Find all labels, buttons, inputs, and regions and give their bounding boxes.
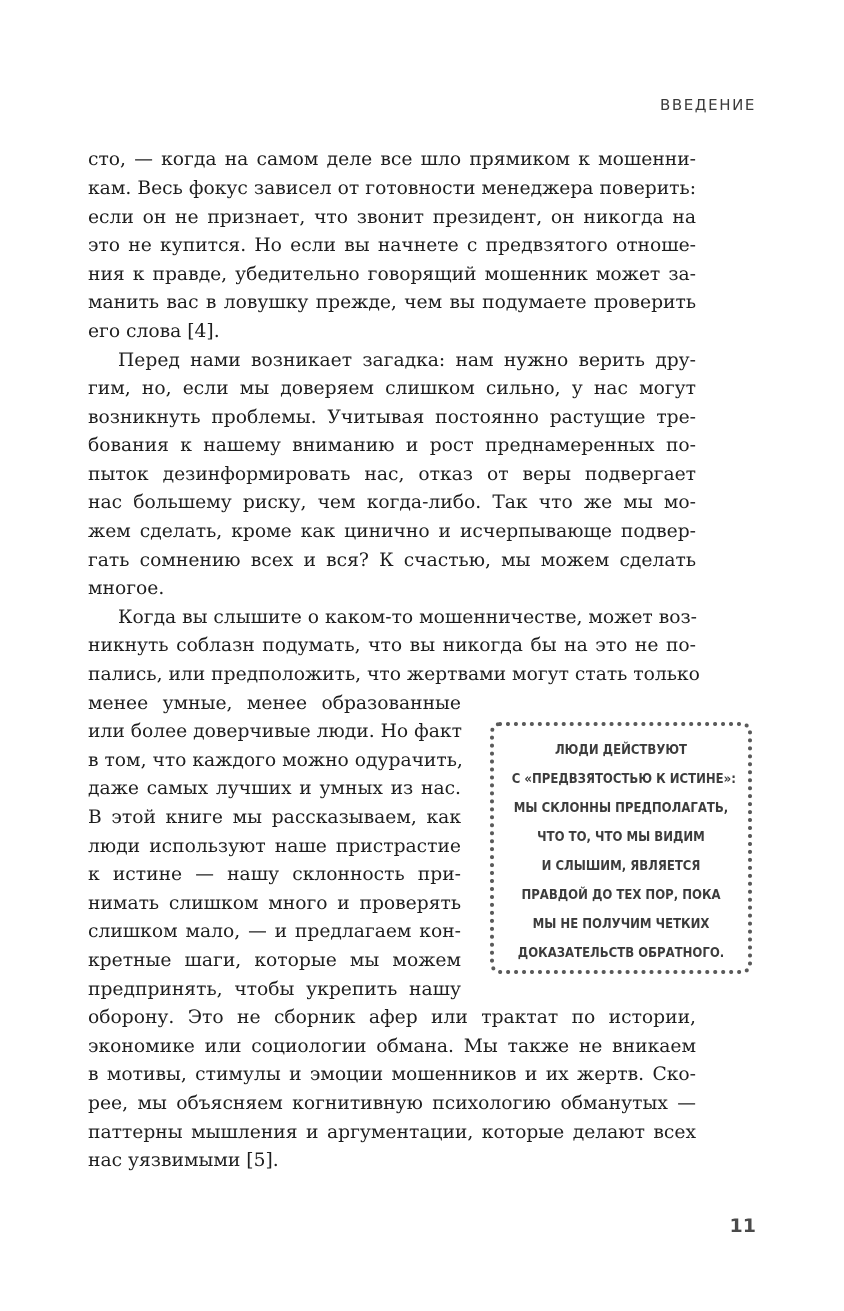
pull-quote-box bbox=[490, 722, 752, 974]
body-line: рее, мы объясняем когнитивную психологию обманутых — bbox=[88, 1093, 696, 1114]
body-line: в мотивы, стимулы и эмоции мошенников и их жертв. Ско- bbox=[88, 1064, 696, 1085]
body-line: В этой книге мы рассказываем, как bbox=[88, 807, 461, 828]
body-line: кретные шаги, которые мы можем bbox=[88, 950, 461, 971]
pull-quote-line: МЫ СКЛОННЫ ПРЕДПОЛАГАТЬ, bbox=[513, 800, 729, 816]
body-line: Перед нами возникает загадка: нам нужно верить дру- bbox=[118, 350, 696, 371]
page-number: 11 bbox=[729, 1215, 756, 1237]
body-line: экономике или социологии обмана. Мы также не вникаем bbox=[88, 1036, 696, 1057]
pull-quote-line: С «ПРЕДВЗЯТОСТЬЮ К ИСТИНЕ»: bbox=[511, 771, 736, 787]
running-head-title: ВВЕДЕНИЕ bbox=[659, 96, 756, 114]
body-line: гать сомнению всех и вся? К счастью, мы можем сделать bbox=[88, 550, 696, 571]
pull-quote-line: МЫ НЕ ПОЛУЧИМ ЧЕТКИХ bbox=[532, 916, 710, 932]
body-line: менее умные, менее образованные bbox=[88, 693, 461, 714]
body-line: слишком мало, — и предлагаем кон- bbox=[88, 921, 461, 942]
body-line: бования к нашему вниманию и рост преднамеренных по- bbox=[88, 435, 696, 456]
pull-quote-line: ДОКАЗАТЕЛЬСТВ ОБРАТНОГО. bbox=[517, 945, 725, 961]
body-line: пыток дезинформировать нас, отказ от веры подвергает bbox=[88, 464, 696, 485]
body-line: нимать слишком много и проверять bbox=[88, 893, 461, 914]
body-line: возникнуть проблемы. Учитывая постоянно растущие тре- bbox=[88, 407, 696, 428]
body-line: Когда вы слышите о каком-то мошенничестве, может воз- bbox=[118, 607, 697, 628]
body-line: манить вас в ловушку прежде, чем вы подумаете проверить bbox=[88, 292, 696, 313]
body-line: сто, — когда на самом деле все шло прямиком к мошенни- bbox=[88, 149, 696, 170]
pull-quote-line: ЛЮДИ ДЕЙСТВУЮТ bbox=[554, 742, 688, 758]
body-line: жем сделать, кроме как цинично и исчерпывающе подвер- bbox=[88, 521, 696, 542]
body-line: нас уязвимыми [5]. bbox=[88, 1150, 279, 1171]
body-line: или более доверчивые люди. Но факт bbox=[88, 721, 462, 742]
body-line: предпринять, чтобы укрепить нашу bbox=[88, 979, 461, 1000]
body-line: нас большему риску, чем когда-либо. Так что же мы мо- bbox=[88, 492, 696, 513]
body-line: оборону. Это не сборник афер или трактат по истории, bbox=[88, 1007, 696, 1028]
body-line: это не купится. Но если вы начнете с предвзятого отноше- bbox=[88, 235, 696, 256]
body-line: пались, или предположить, что жертвами могут стать только bbox=[88, 664, 700, 685]
pull-quote-line: ПРАВДОЙ ДО ТЕХ ПОР, ПОКА bbox=[521, 887, 721, 903]
body-line: люди используют наше пристрастие bbox=[88, 836, 461, 857]
body-line: его слова [4]. bbox=[88, 321, 220, 342]
body-line: ния к правде, убедительно говорящий мошенник может за- bbox=[88, 264, 696, 285]
body-line: кам. Весь фокус зависел от готовности менеджера поверить: bbox=[88, 178, 696, 199]
body-line: гим, но, если мы доверяем слишком сильно, у нас могут bbox=[88, 378, 696, 399]
body-line: если он не признает, что звонит президент, он никогда на bbox=[88, 207, 696, 228]
pull-quote-line: И СЛЫШИМ, ЯВЛЯЕТСЯ bbox=[541, 858, 701, 874]
body-line: в том, что каждого можно одурачить, bbox=[88, 750, 463, 771]
body-line: паттерны мышления и аргументации, которые делают всех bbox=[88, 1122, 696, 1143]
body-line: к истине — нашу склонность при- bbox=[88, 864, 461, 885]
pull-quote-line: ЧТО ТО, ЧТО МЫ ВИДИМ bbox=[537, 829, 705, 845]
body-line: многое. bbox=[88, 578, 165, 599]
body-line: никнуть соблазн подумать, что вы никогда бы на это не по- bbox=[88, 635, 696, 656]
body-line: даже самых лучших и умных из нас. bbox=[88, 778, 461, 799]
